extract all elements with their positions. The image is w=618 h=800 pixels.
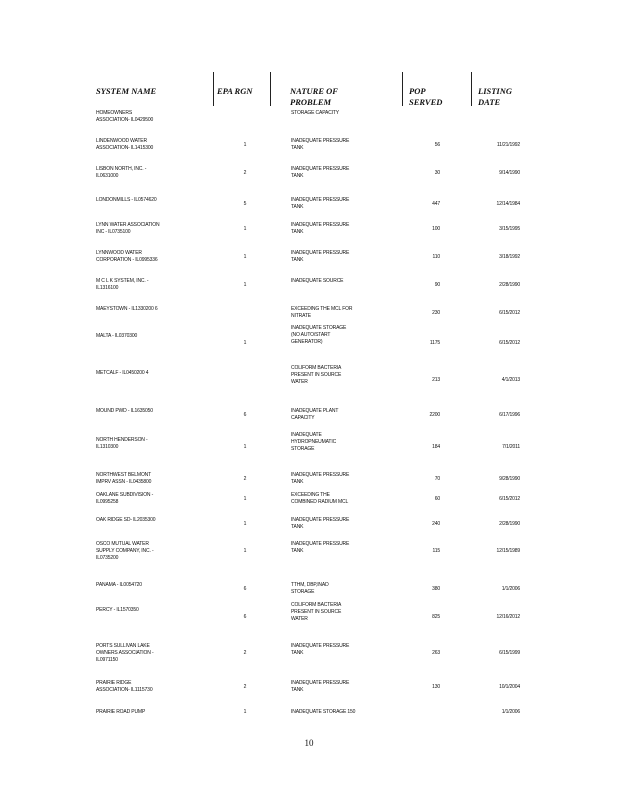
nature-of-problem-cell: INADEQUATE PRESSURE TANK [291, 250, 350, 263]
population-served-cell: 230 [432, 310, 440, 316]
system-name-cell: M C L K SYSTEM, INC. - IL1316100 [96, 278, 149, 291]
nature-of-problem-cell: COLIFORM BACTERIA PRESENT IN SOURCE WATER [291, 602, 342, 622]
system-name-cell: HOMEOWNERS ASSOCIATION- IL0429500 [96, 110, 154, 123]
listing-date-cell: 3/15/1995 [499, 226, 520, 232]
system-name-cell: LISBON NORTH, INC. - IL0631000 [96, 166, 147, 179]
epa-region-cell: 6 [243, 614, 247, 620]
nature-of-problem-cell: INADEQUATE SOURCE [291, 278, 344, 284]
nature-of-problem-cell: INADEQUATE STORAGE 150 [291, 709, 356, 715]
header-epa-rgn: EPA RGN [217, 86, 253, 96]
epa-region-cell: 1 [243, 142, 247, 148]
listing-date-cell: 6/15/2012 [499, 496, 520, 502]
population-served-cell: 115 [432, 548, 440, 554]
nature-of-problem-cell: INADEQUATE PRESSURE TANK [291, 643, 350, 656]
population-served-cell: 60 [434, 496, 440, 502]
nature-of-problem-cell: INADEQUATE PRESSURE TANK [291, 680, 350, 693]
population-served-cell: 1175 [429, 340, 440, 346]
system-name-cell: PRAIRIE ROAD PUMP [96, 709, 146, 715]
listing-date-cell: 2/28/1990 [499, 282, 520, 288]
listing-date-cell: 1/1/2006 [501, 586, 520, 592]
header-pop-line1: POP [409, 86, 426, 96]
header-pop-line2: SERVED [409, 97, 443, 107]
listing-date-cell: 7/1/2011 [502, 444, 520, 450]
system-name-cell: MAEYSTOWN - IL1330200 6 [96, 306, 158, 312]
population-served-cell: 30 [434, 170, 440, 176]
population-served-cell: 90 [434, 282, 440, 288]
system-name-cell: PORTS SULLIVAN LAKE OWNERS ASSOCIATION - IL0971150 [96, 643, 154, 663]
system-name-cell: PERCY - IL1570350 [96, 607, 139, 613]
listing-date-cell: 2/28/1990 [499, 521, 520, 527]
nature-of-problem-cell: INADEQUATE PRESSURE TANK [291, 166, 350, 179]
system-name-cell: LINDENWOOD WATER ASSOCIATION- IL1415300 [96, 138, 154, 151]
system-name-cell: PRAIRIE RIDGE ASSOCIATION- IL1115730 [96, 680, 153, 693]
system-name-cell: MOUND PWD - IL1635050 [96, 408, 153, 414]
epa-region-cell: 1 [243, 444, 247, 450]
population-served-cell: 380 [432, 586, 440, 592]
epa-region-cell: 1 [243, 340, 247, 346]
epa-region-cell: 2 [243, 476, 247, 482]
epa-region-cell: 1 [243, 496, 247, 502]
nature-of-problem-cell: INADEQUATE PRESSURE TANK [291, 541, 350, 554]
nature-of-problem-cell: INADEQUATE PRESSURE TANK [291, 472, 350, 485]
nature-of-problem-cell: TTHM, DBP,INAD STORAGE [291, 582, 329, 595]
nature-of-problem-cell: INADEQUATE PLANT CAPACITY [291, 408, 339, 421]
listing-date-cell: 9/14/1990 [499, 170, 520, 176]
listing-date-cell: 12/14/1984 [496, 201, 520, 207]
nature-of-problem-cell: INADEQUATE PRESSURE TANK [291, 222, 350, 235]
nature-of-problem-cell: EXCEEDING THE COMBINED RADIUM MCL [291, 492, 349, 505]
epa-region-cell: 1 [243, 709, 247, 715]
nature-of-problem-cell: STORAGE CAPACITY [291, 110, 339, 116]
system-name-cell: PANAMA - IL0054720 [96, 582, 142, 588]
population-served-cell: 240 [432, 521, 440, 527]
population-served-cell: 213 [432, 377, 440, 383]
system-name-cell: OAK RIDGE SD- IL2035300 [96, 517, 156, 523]
header-nature-line1: NATURE OF [290, 86, 338, 96]
nature-of-problem-cell: INADEQUATE PRESSURE TANK [291, 197, 350, 210]
epa-region-cell: 1 [243, 282, 247, 288]
listing-date-cell: 11/21/1992 [496, 142, 520, 148]
nature-of-problem-cell: EXCEEDING THE MCL FOR NITRATE [291, 306, 353, 319]
population-served-cell: 825 [432, 614, 440, 620]
header-listing-line2: DATE [478, 97, 501, 107]
epa-region-cell: 1 [243, 521, 247, 527]
system-name-cell: LYNNWOOD WATER CORPORATION - IL0995336 [96, 250, 158, 263]
system-name-cell: LONDONMILLS - IL0574620 [96, 197, 157, 203]
listing-date-cell: 6/15/1999 [499, 650, 520, 656]
epa-region-cell: 6 [243, 412, 247, 418]
page-number: 10 [304, 738, 314, 748]
system-name-cell: LYNN WATER ASSOCIATION INC - IL0735100 [96, 222, 160, 235]
system-name-cell: MALTA - IL0370300 [96, 333, 138, 339]
population-served-cell: 100 [432, 226, 440, 232]
nature-of-problem-cell: INADEQUATE HYDROPNEUMATIC STORAGE [291, 432, 337, 452]
population-served-cell: 184 [432, 444, 440, 450]
nature-of-problem-cell: INADEQUATE PRESSURE TANK [291, 138, 350, 151]
epa-region-cell: 1 [243, 226, 247, 232]
header-nature-line2: PROBLEM [290, 97, 332, 107]
listing-date-cell: 12/16/2012 [496, 614, 520, 620]
system-name-cell: NORTH HENDERSON - IL1310300 [96, 437, 148, 450]
listing-date-cell: 6/15/2012 [499, 310, 520, 316]
system-name-cell: OSCO MUTUAL WATER SUPPLY COMPANY, INC. - IL0735200 [96, 541, 154, 561]
population-served-cell: 70 [434, 476, 440, 482]
nature-of-problem-cell: COLIFORM BACTERIA PRESENT IN SOURCE WATER [291, 365, 342, 385]
header-system-name: SYSTEM NAME [96, 86, 157, 96]
listing-date-cell: 3/18/1992 [499, 254, 520, 260]
epa-region-cell: 1 [243, 548, 247, 554]
epa-region-cell: 6 [243, 586, 247, 592]
system-name-cell: OAKLANE SUBDIVISION - IL0995258 [96, 492, 154, 505]
epa-region-cell: 2 [243, 170, 247, 176]
population-served-cell: 263 [432, 650, 440, 656]
population-served-cell: 110 [432, 254, 440, 260]
population-served-cell: 130 [432, 684, 440, 690]
nature-of-problem-cell: INADEQUATE STORAGE (NO AUTO/START GENERATOR) [291, 325, 347, 345]
population-served-cell: 2200 [429, 412, 440, 418]
population-served-cell: 447 [432, 201, 440, 207]
listing-date-cell: 12/15/1989 [496, 548, 520, 554]
population-served-cell: 56 [434, 142, 440, 148]
nature-of-problem-cell: INADEQUATE PRESSURE TANK [291, 517, 350, 530]
system-name-cell: METCALF - IL0450200 4 [96, 370, 149, 376]
listing-date-cell: 6/17/1996 [499, 412, 520, 418]
listing-date-cell: 4/1/2013 [501, 377, 520, 383]
listing-date-cell: 6/15/2012 [499, 340, 520, 346]
listing-date-cell: 1/1/2006 [501, 709, 520, 715]
listing-date-cell: 9/28/1990 [499, 476, 520, 482]
epa-region-cell: 2 [243, 650, 247, 656]
listing-date-cell: 10/1/2004 [499, 684, 520, 690]
epa-region-cell: 2 [243, 684, 247, 690]
system-name-cell: NORTHWEST BELMONT IMPRV ASSN - IL0435800 [96, 472, 152, 485]
epa-region-cell: 5 [243, 201, 247, 207]
epa-region-cell: 1 [243, 254, 247, 260]
header-listing-line1: LISTING [478, 86, 513, 96]
